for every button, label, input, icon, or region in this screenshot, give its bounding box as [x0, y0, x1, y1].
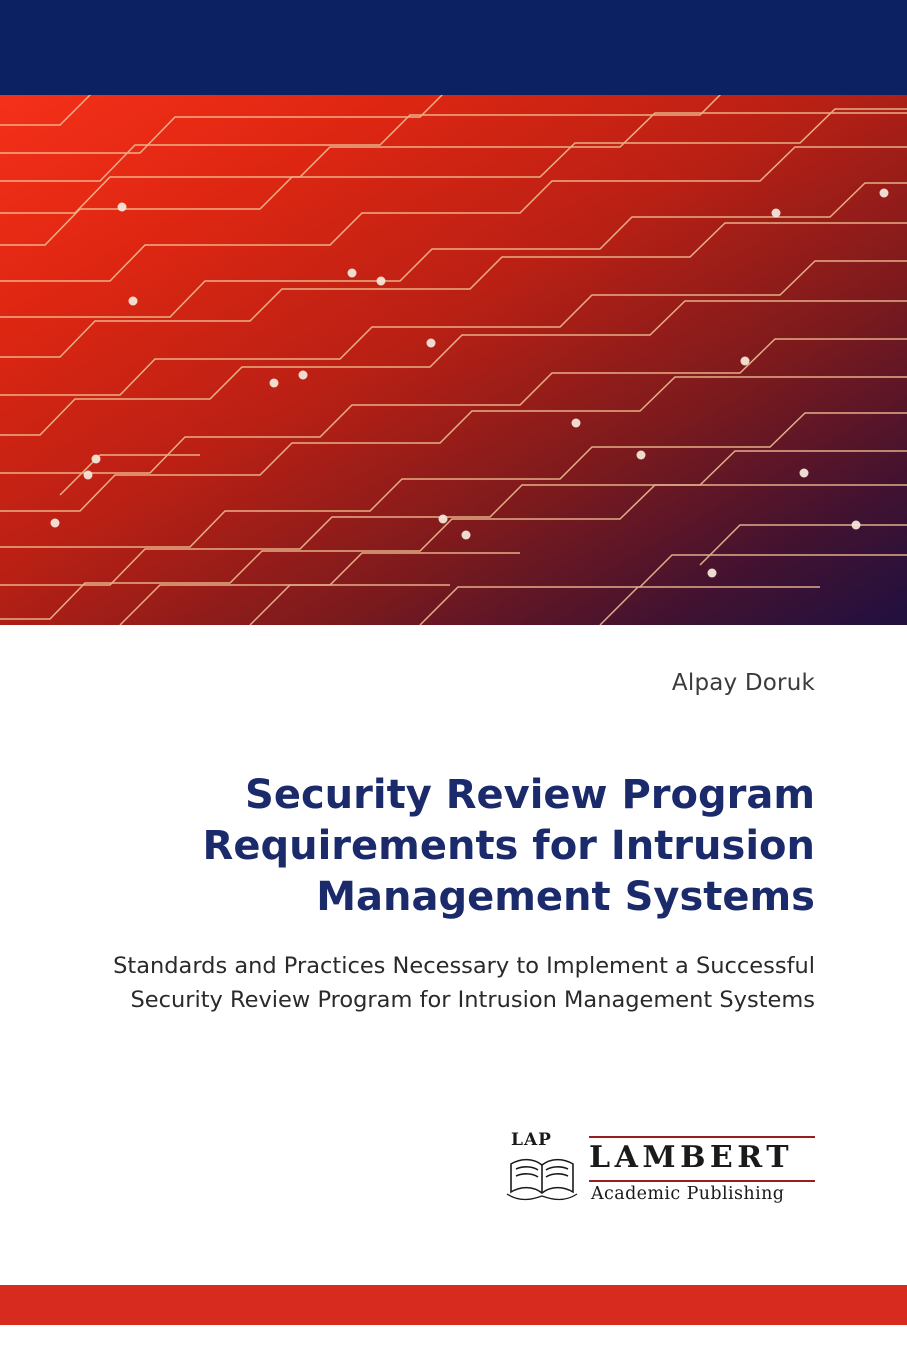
cover-artwork [0, 95, 907, 625]
publisher-logo [505, 1130, 815, 1212]
top-navy-band [0, 0, 907, 95]
publisher-tagline: Academic Publishing [591, 1184, 785, 1204]
circuit-board-graphic [0, 95, 907, 625]
publisher-name: LAMBERT [589, 1140, 794, 1175]
book-subtitle: Standards and Practices Necessary to Implement a Successful Security Review Program for Intrusion Management Systems [113, 953, 815, 1013]
publisher-mark: LAP [511, 1130, 552, 1150]
bottom-white-margin [0, 1325, 907, 1360]
bottom-red-band [0, 1285, 907, 1325]
author-name: Alpay Doruk [671, 670, 815, 696]
logo-rule-top [589, 1136, 815, 1138]
book-title: Security Review Program Requirements for Intrusion Management Systems [202, 772, 815, 921]
cover-text-area [0, 625, 907, 1285]
logo-rule-bottom [589, 1180, 815, 1182]
